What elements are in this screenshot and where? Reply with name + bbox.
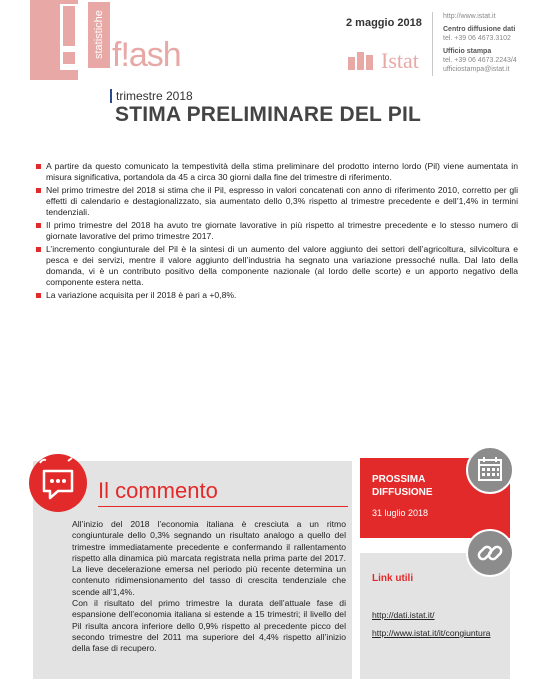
logo-vertical-text: statistiche: [88, 2, 110, 68]
link-dati-istat[interactable]: http://dati.istat.it/: [372, 610, 435, 620]
flash-logo-text: f!ash: [112, 36, 181, 74]
contacts-block: [443, 12, 538, 74]
bullet-square-icon: [36, 223, 41, 228]
contacts-url[interactable]: http://www.istat.it: [443, 13, 496, 20]
useful-links-title: Link utili: [372, 573, 414, 584]
list-item: [36, 290, 518, 301]
contacts-centro-title: Centro diffusione dati: [443, 26, 516, 33]
next-release-date: 31 luglio 2018: [372, 508, 429, 518]
bullet-square-icon: [36, 293, 41, 298]
logo-exclamation-dot: [63, 52, 75, 64]
contacts-ufficio-email[interactable]: ufficiostampa@istat.it: [443, 66, 510, 73]
istat-logo-icon: [348, 52, 378, 70]
logo-exclamation-bar: [63, 6, 75, 46]
key-points-list: [36, 161, 518, 303]
list-item-text: Il primo trimestre del 2018 ha avuto tre giornate lavorative in più rispetto al trimestre precedente e lo stesso numero di giornate lavorative del primo trimestre 2017.: [46, 220, 518, 241]
list-item: [36, 161, 518, 183]
comment-heading-underline: [98, 506, 348, 507]
contacts-ufficio-title: Ufficio stampa: [443, 48, 492, 55]
contacts-centro-tel: tel. +39 06 4673.3102: [443, 35, 511, 42]
header-divider: [432, 12, 433, 76]
publication-date: 2 maggio 2018: [346, 17, 422, 29]
list-item-text: Nel primo trimestre del 2018 si stima che il Pil, espresso in valori concatenati con anno di riferimento 2010, corretto per gli effetti di calendario e destagionalizzato, sia aumentato dello 0,3% rispetto al trimestre precedente e dell’1,4% in termini tendenziali.: [46, 185, 518, 217]
page-subtitle: trimestre 2018: [116, 89, 193, 103]
list-item-text: L’incremento congiunturale del Pil è la sintesi di un aumento del valore aggiunto dei settori dell’agricoltura, silvicoltura e pesca e dei servizi, mentre il valore aggiunto dell’industria ha segnato una variazione pressoché nulla. Dal lato della domanda, vi è un contributo positivo della componente nazionale (al lordo delle scorte) e un apporto negativo della componente estera netta.: [46, 244, 518, 287]
list-item-text: A partire da questo comunicato la tempestività della stima preliminare del prodotto interno lordo (Pil) viene aumentata in misura significativa, portandola da 45 a circa 30 giorni dalla fine del trimestre di riferimento.: [46, 161, 518, 182]
bullet-square-icon: [36, 247, 41, 252]
comment-bubble-icon: [28, 453, 88, 513]
chain-link-icon: [466, 529, 514, 577]
title-accent-bar: [110, 89, 112, 103]
calendar-icon: [466, 446, 514, 494]
list-item: [36, 185, 518, 218]
link-congiuntura[interactable]: http://www.istat.it/it/congiuntura: [372, 628, 491, 638]
comment-body: All’inizio del 2018 l’economia italiana è cresciuta a un ritmo congiunturale dello 0,3% segnando un risultato analogo a quello del trimestre immediatamente precedente e confermando il rallentamento rispetto alla dinamica più marcata registrata nella prima parte del 2017. La lieve decelerazione emersa nel periodo più recente determina un contenuto ridimensionamento del tasso di crescita tendenziale che scende all’1,4%. Con il risultato del primo trimestre la durata dell’attuale fase di espansione dell’economia italiana si estende a 15 trimestri; il livello del Pil risulta ancora inferiore dello 0,9% rispetto al precedente picco del secondo trimestre del 2011 ma superiore del 4,4% rispetto all’inizio della fase di recupero.: [72, 519, 346, 654]
bullet-square-icon: [36, 188, 41, 193]
list-item-text: La variazione acquisita per il 2018 è pari a +0,8%.: [46, 290, 237, 300]
list-item: [36, 220, 518, 242]
list-item: [36, 244, 518, 288]
comment-heading: Il commento: [98, 478, 218, 503]
next-release-label: PROSSIMA DIFFUSIONE: [372, 474, 433, 498]
contacts-ufficio-tel: tel. +39 06 4673.2243/4: [443, 57, 517, 64]
page-title: STIMA PRELIMINARE DEL PIL: [115, 103, 422, 126]
istat-logo-text: Istat: [381, 48, 419, 73]
bullet-square-icon: [36, 164, 41, 169]
